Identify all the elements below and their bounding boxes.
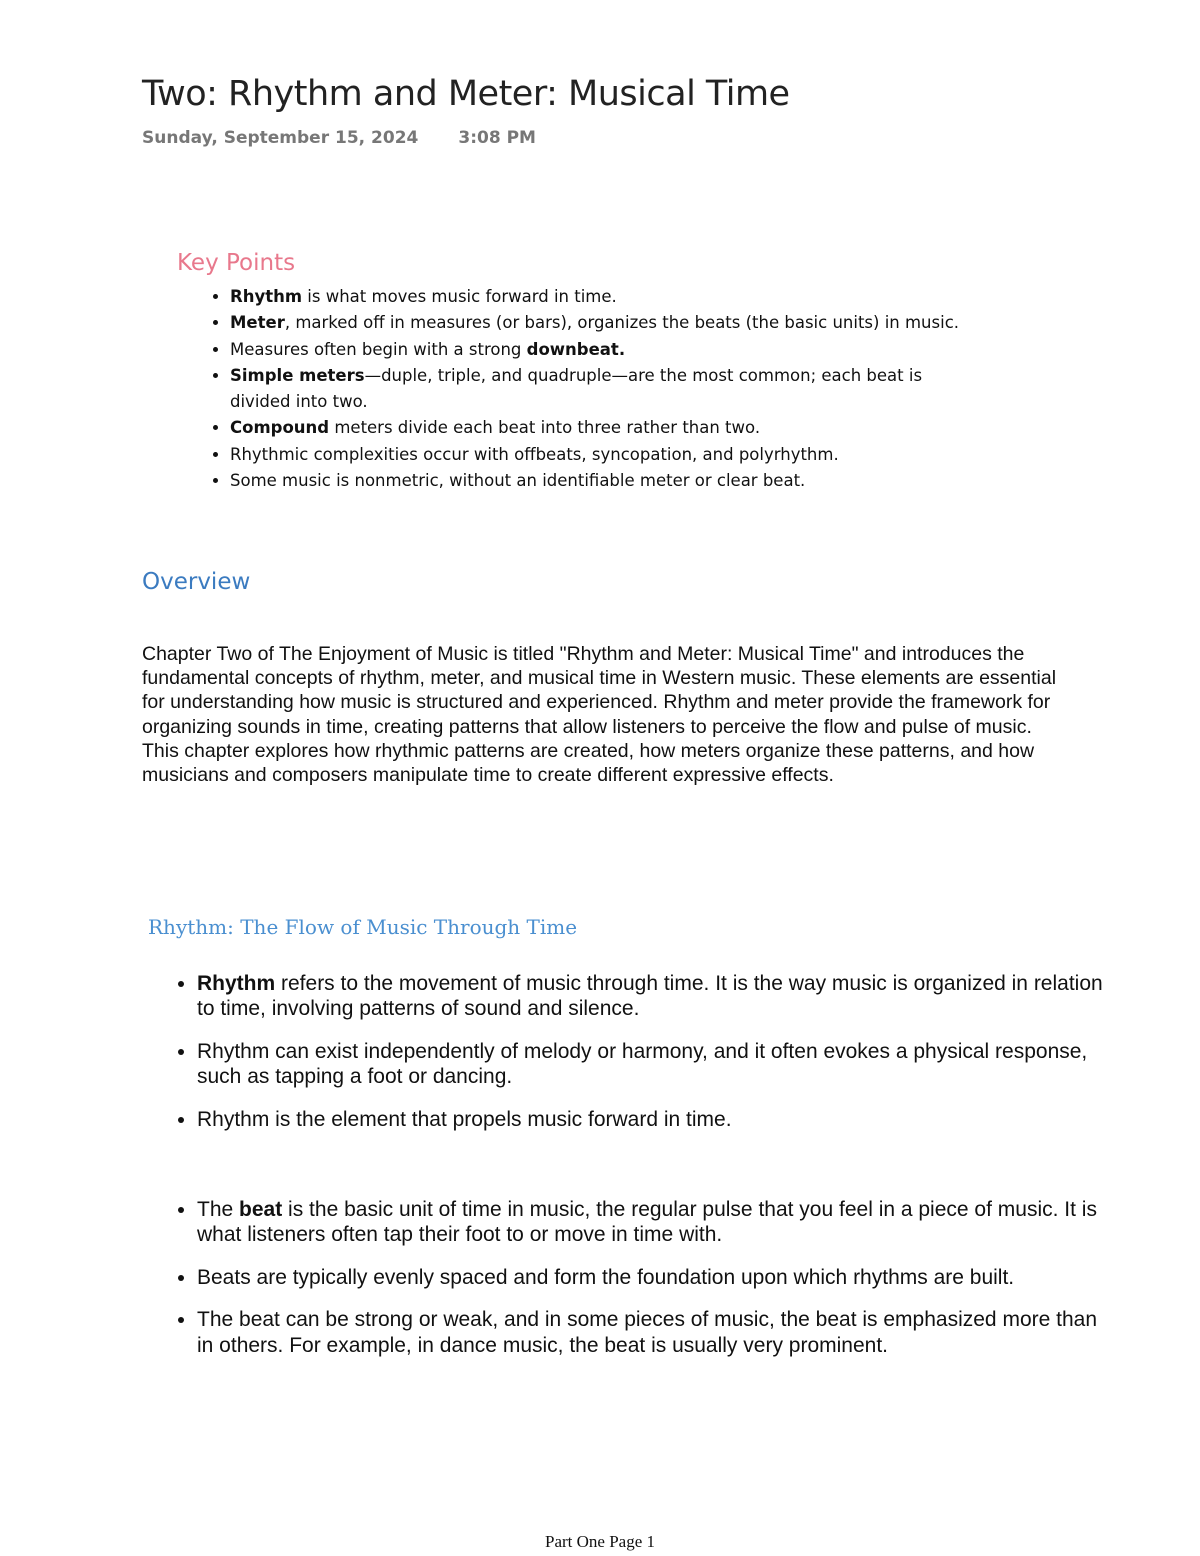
list-item xyxy=(197,971,1117,1022)
list-item xyxy=(230,363,970,416)
beat-bullet-list xyxy=(145,1197,1117,1375)
bold-term: Meter xyxy=(230,313,285,333)
key-points-list xyxy=(200,284,970,494)
overview-paragraph: Chapter Two of The Enjoyment of Music is titled "Rhythm and Meter: Musical Time" and introduces the fundamental concepts of rhythm, meter, and musical time in Western music. These elements are essential for understanding how music is structured and experienced. Rhythm and meter provide the framework for organizing sounds in time, creating patterns that allow listeners to perceive the flow and pulse of music. This chapter explores how rhythmic patterns are created, how meters organize these patterns, and how musicians and composers manipulate time to create different expressive effects. xyxy=(142,643,1057,787)
list-item xyxy=(197,1039,1117,1090)
list-item-text: The beat can be strong or weak, and in some pieces of music, the beat is emphasized more than in others. For example, in dance music, the beat is usually very prominent. xyxy=(197,1308,1097,1357)
list-item xyxy=(230,284,970,310)
page-time: 3:08 PM xyxy=(458,128,536,148)
list-item xyxy=(197,1107,1117,1132)
overview-heading: Overview xyxy=(142,569,251,595)
list-item xyxy=(230,310,970,336)
list-item xyxy=(230,337,970,363)
bold-term: downbeat. xyxy=(526,339,626,359)
bold-term: beat xyxy=(239,1198,283,1221)
list-item xyxy=(197,1307,1117,1358)
bold-term: Rhythm xyxy=(197,972,276,995)
list-item-text: is what moves music forward in time. xyxy=(302,287,617,306)
list-item-text: Beats are typically evenly spaced and form the foundation upon which rhythms are built. xyxy=(197,1265,1015,1289)
list-item-text: Rhythmic complexities occur with offbeats, syncopation, and polyrhythm. xyxy=(230,444,839,464)
list-item-text: refers to the movement of music through time. It is the way music is organized in relation to time, involving patterns of sound and silence. xyxy=(197,972,1103,1021)
page-timestamp xyxy=(142,128,536,148)
list-item-text: is the basic unit of time in music, the regular pulse that you feel in a piece of music. It is what listeners often tap their foot to or move in time with. xyxy=(197,1198,1097,1247)
bold-term: Simple meters xyxy=(230,365,365,385)
bold-term: Compound xyxy=(230,418,330,438)
rhythm-bullet-list xyxy=(145,971,1117,1149)
list-item-text: Rhythm can exist independently of melody or harmony, and it often evokes a physical response, such as tapping a foot or dancing. xyxy=(197,1039,1088,1089)
bold-term: Rhythm xyxy=(230,287,303,306)
list-item xyxy=(230,415,970,441)
list-item-text: , marked off in measures (or bars), organizes the beats (the basic units) in music. xyxy=(284,313,960,333)
list-item-text: Rhythm is the element that propels music forward in time. xyxy=(197,1107,732,1131)
list-item-text: The xyxy=(197,1198,240,1221)
list-item xyxy=(197,1197,1117,1248)
page-footer: Part One Page 1 xyxy=(544,1532,655,1551)
key-points-heading: Key Points xyxy=(177,250,296,276)
list-item-text: meters divide each beat into three rather than two. xyxy=(329,418,761,438)
list-item xyxy=(197,1265,1117,1290)
list-item-text: Some music is nonmetric, without an identifiable meter or clear beat. xyxy=(230,471,806,491)
rhythm-section-heading: Rhythm: The Flow of Music Through Time xyxy=(148,915,578,939)
page-title: Two: Rhythm and Meter: Musical Time xyxy=(142,74,790,114)
list-item-text: Measures often begin with a strong xyxy=(230,339,527,359)
list-item xyxy=(230,468,970,494)
list-item-text: —duple, triple, and quadruple—are the most common; each beat is divided into two. xyxy=(230,365,923,412)
list-item xyxy=(230,442,970,468)
page-date: Sunday, September 15, 2024 xyxy=(142,128,419,148)
